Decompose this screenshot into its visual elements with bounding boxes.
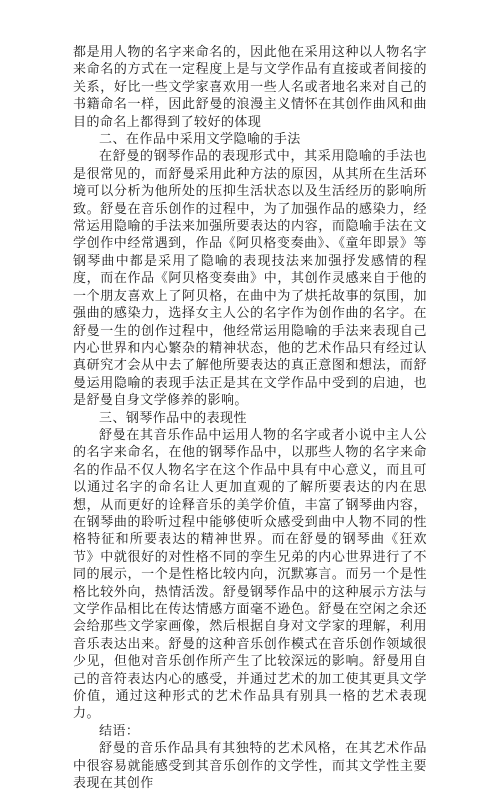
paragraph-intro: 都是用人物的名字来命名的，因此他在采用这种以人物名字来命名的方式在一定程度上是与文学作品有直接或者间接的关系，好比一些文学家喜欢用一些人名或者地名来对自己的书籍命名一样，因此舒曼的浪漫主义情怀在其创作曲风和曲目的命名上都得到了较好的体现	[73, 45, 427, 130]
paragraph-conclusion: 舒曼的音乐作品具有其独特的艺术风格，在其艺术作品中很容易就能感受到其音乐创作的文学性，而其文学性主要表现在其创作	[73, 741, 427, 792]
section-heading-3: 三、钢琴作品中的表现性	[99, 410, 247, 426]
document-page	[73, 44, 427, 792]
paragraph-section-3: 舒曼在其音乐作品中运用人物的名字或者小说中主人公的名字来命名，在他的钢琴作品中，以那些人物的名字来命名的作品不仅人物名字在这个作品中具有中心意义，而且可以通过名字的命名让人更加直观的了解所要表达的内在思想，从而更好的诠释音乐的美学价值，丰富了钢琴曲内容，在钢琴曲的聆听过程中能够使听众感受到曲中人物不同的性格特征和所要表达的精神世界。而在舒曼的钢琴曲《狂欢节》中就很好的对性格不同的孪生兄弟的内心世界进行了不同的展示，一个是性格比较内向，沉默寡言。而另一个是性格比较外向，热情活泼。舒曼钢琴作品中的这种展示方法与文学作品相比在传达情感方面毫不逊色。舒曼在空闲之余还会给那些文学家画像，然后根据自身对文学家的理解，利用音乐表达出来。舒曼的这种音乐创作模式在音乐创作领域很少见，但他对音乐创作所产生了比较深远的影响。舒曼用自己的音符表达内心的感受，并通过艺术的加工使其更具文学价值，通过这种形式的艺术作品具有别具一格的艺术表现力。	[73, 427, 427, 722]
paragraph-section-2: 在舒曼的钢琴作品的表现形式中，其采用隐喻的手法也是很常见的，而舒曼采用此种方法的原因，从其所在生活环境可以分析为他所处的压抑生活状态以及生活经历的影响所致。舒曼在音乐创作的过程中，为了加强作品的感染力，经常运用隐喻的手法来加强所要表达的内容，而隐喻手法在文学创作中经常遇到，作品《阿贝格变奏曲》、《童年即景》等钢琴曲中都是采用了隐喻的表现技法来加强抒发感情的程度，而在作品《阿贝格变奏曲》中，其创作灵感来自于他的一个朋友喜欢上了阿贝格，在曲中为了烘托故事的氛围，加强曲的感染力，选择女主人公的名字作为创作曲的名字。在舒曼一生的创作过程中，他经常运用隐喻的手法来表现自己内心世界和内心繁杂的精神状态，他的艺术作品只有经过认真研究才会从中去了解他所要表达的真正意图和想法，而舒曼运用隐喻的表现手法正是其在文学作品中受到的启迪，也是舒曼自身文学修养的影响。	[73, 149, 427, 409]
conclusion-heading: 结语：	[99, 723, 140, 739]
section-heading-2: 二、在作品中采用文学隐喻的手法	[99, 132, 301, 148]
